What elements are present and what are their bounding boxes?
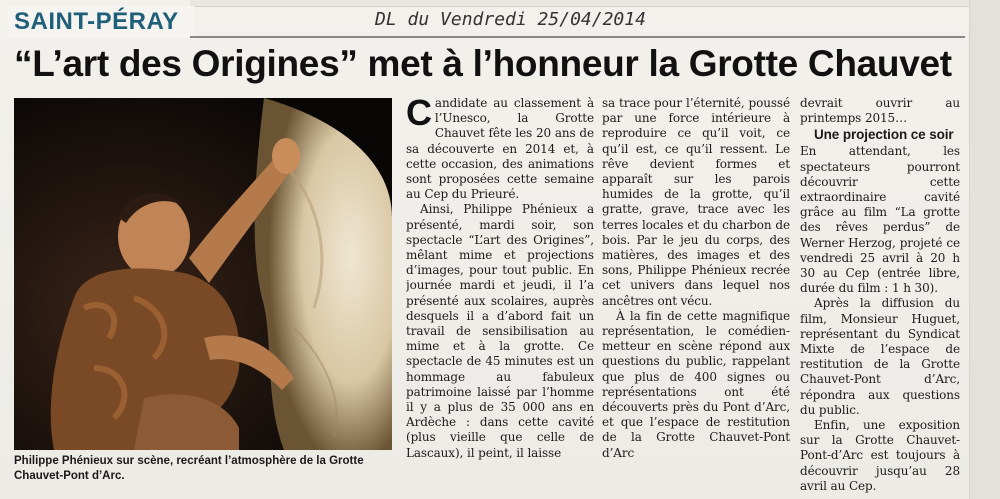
- section-rubric: SAINT-PÉRAY: [8, 6, 194, 38]
- handwritten-date-note: DL du Vendredi 25/04/2014: [375, 9, 646, 30]
- body-paragraph: En attendant, les spectateurs pourront découvrir cette extraordinaire cavité grâce au film “La grotte des rêves perdus” de Werner Herzog, projeté ce vendredi 25 avril à 20 h 30 au Cep (entrée libre, durée du film : 1 h 30).: [800, 144, 960, 296]
- body-paragraph: Après la diffusion du film, Monsieur Huguet, représentant du Syndicat Mixte de l’espace de restitution de la Grotte Chauvet-Pont d’Arc, répondra aux questions du public.: [800, 296, 960, 417]
- drop-cap: C: [406, 96, 432, 133]
- photo-caption: Philippe Phénieux sur scène, recréant l’atmosphère de la Grotte Chauvet-Pont d’Arc.: [14, 455, 364, 482]
- article-photo: [14, 98, 392, 450]
- article-column-1: [406, 96, 594, 494]
- body-paragraph: sa trace pour l’éternité, poussé par une force intérieure à reproduire ce qu’il voit, ce qu’il est, ce qu’il ressent. Le rêve devient formes et apparaît sur les parois humides de la grotte, qu’il gratte, grave, trace avec les terres locales et du charbon de bois. Par le jeu du corps, des matières, des images et des sons, Philippe Phénieux recrée cet univers dans lequel nos ancêtres ont vécu.: [602, 96, 790, 308]
- mime-performer-image: [14, 98, 392, 450]
- body-paragraph: devrait ouvrir au printemps 2015…: [800, 96, 960, 126]
- article-headline: “L’art des Origines” met à l’honneur la Grotte Chauvet: [14, 43, 952, 84]
- intro-paragraph: Candidate au classement à l’Unesco, la Grotte Chauvet fête les 20 ans de sa découverte en 2014 et, à cette occasion, des animations sont proposées cette semaine au Cep du Prieuré.: [406, 96, 594, 202]
- adjacent-article-edge-right: [969, 0, 1000, 499]
- body-paragraph: Enfin, une exposition sur la Grotte Chauvet-Pont-d’Arc est toujours à découvrir jusqu’au 28 avril au Cep.: [800, 418, 960, 493]
- body-paragraph: Ainsi, Philippe Phénieux a présenté, mardi soir, son spectacle “L’art des Origines”, mêlant mime et projections d’images, pour tout public. En journée mardi et jeudi, il l’a présenté aux scolaires, auprès desquels il a d’abord fait un travail de sensibilisation au mime et à la grotte. Ce spectacle de 45 minutes est un hommage au fabuleux patrimoine laissé par l’homme il y a plus de 35 000 ans en Ardèche : dans cette cavité (plus vieille que celle de Lascaux), il peint, il laisse: [406, 202, 594, 460]
- body-paragraph: À la fin de cette magnifique représentation, le comédien-metteur en scène répond aux questions du public, rappelant que plus de 400 signes ou représentations ont été découverts près du Pont d’Arc, et que l’espace de restitution de la Grotte Chauvet-Pont d’Arc: [602, 308, 790, 460]
- article-column-2: [602, 96, 790, 494]
- article-column-3: [800, 96, 960, 494]
- article-subheading: Une projection ce soir: [814, 127, 954, 143]
